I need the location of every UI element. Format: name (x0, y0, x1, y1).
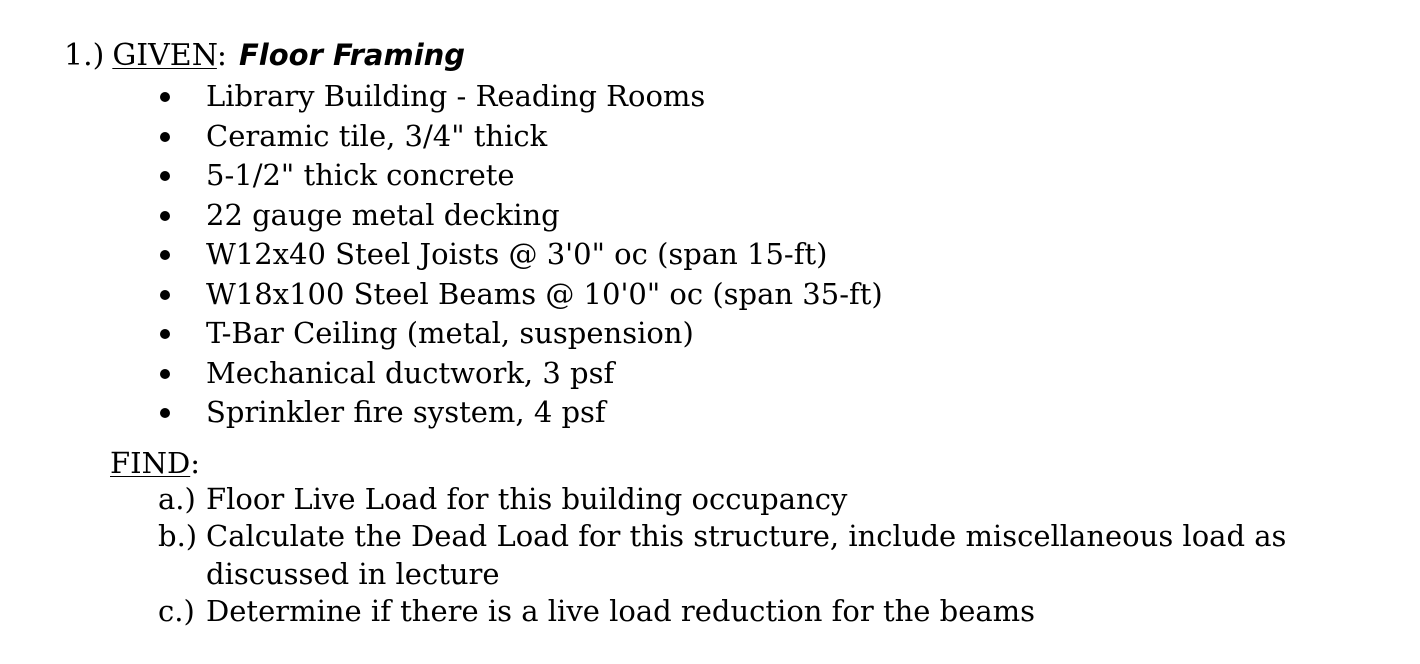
given-item-text: 22 gauge metal decking (206, 197, 560, 232)
given-item (64, 393, 1404, 433)
given-item-text: Mechanical ductwork, 3 psf (206, 355, 615, 390)
find-colon: : (190, 445, 200, 480)
given-item-text: 5-1/2" thick concrete (206, 158, 515, 192)
given-item (64, 77, 1404, 117)
problem-number: 1.) (64, 38, 105, 73)
find-item-marker: c.) (158, 594, 195, 628)
given-item (64, 235, 1404, 275)
find-item-text: Floor Live Load for this building occupancy (206, 481, 848, 516)
given-item-text: Library Building - Reading Rooms (206, 79, 706, 113)
given-heading (64, 36, 1404, 75)
bullet-icon (160, 408, 170, 418)
bullet-icon (160, 132, 170, 142)
given-item-text: W12x40 Steel Joists @ 3'0" oc (span 15-ft) (206, 237, 828, 271)
bullet-icon (160, 329, 170, 339)
bullet-icon (160, 250, 170, 260)
find-heading (110, 445, 1404, 481)
find-item-marker: b.) (158, 519, 198, 553)
find-item (64, 593, 1404, 631)
find-item (64, 518, 1404, 593)
given-item (64, 354, 1404, 394)
given-item (64, 156, 1404, 196)
bullet-icon (160, 92, 170, 102)
bullet-icon (160, 369, 170, 379)
given-list (64, 77, 1404, 433)
find-list (64, 481, 1404, 631)
given-item (64, 275, 1404, 315)
find-item (64, 481, 1404, 519)
given-item-text: T-Bar Ceiling (metal, suspension) (206, 316, 694, 350)
given-label: GIVEN (112, 38, 217, 73)
given-item (64, 314, 1404, 354)
given-item (64, 196, 1404, 236)
find-item-marker: a.) (158, 481, 196, 516)
given-colon: : (216, 38, 227, 73)
find-label: FIND (110, 445, 191, 480)
bullet-icon (160, 171, 170, 181)
find-item-text: Calculate the Dead Load for this structure, include miscellaneous load as discussed in lecture (206, 519, 1287, 591)
given-item (64, 117, 1404, 157)
problem-statement (64, 36, 1404, 631)
given-item-text: Sprinkler fire system, 4 psf (206, 395, 606, 429)
find-item-text: Determine if there is a live load reduction for the beams (206, 594, 1036, 628)
bullet-icon (160, 290, 170, 300)
given-item-text: W18x100 Steel Beams @ 10'0" oc (span 35-ft) (206, 276, 883, 311)
bullet-icon (160, 211, 170, 221)
given-item-text: Ceramic tile, 3/4" thick (206, 118, 548, 153)
problem-title: Floor Framing (239, 38, 466, 72)
